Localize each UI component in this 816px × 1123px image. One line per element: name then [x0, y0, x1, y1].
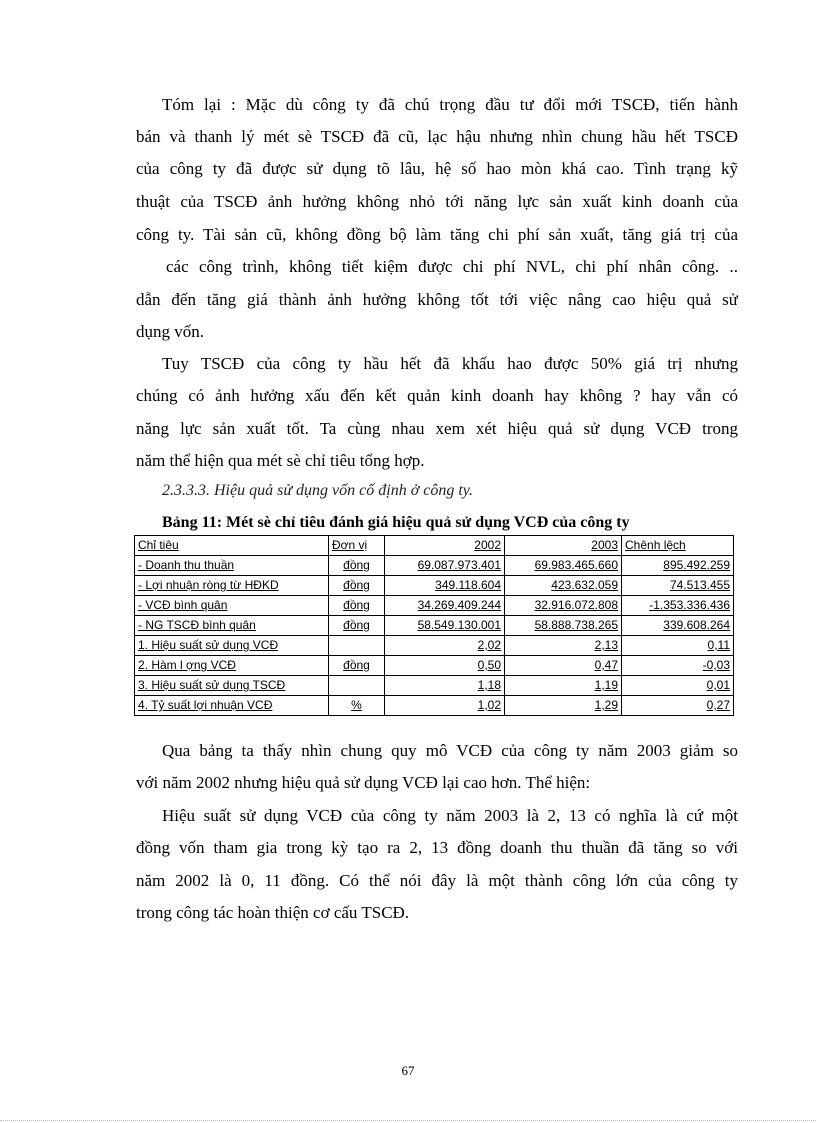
table-cell: 58.888.738.265: [505, 616, 622, 636]
table-cell: 1,29: [505, 696, 622, 716]
text-line: Tóm lại : Mặc dù công ty đã chú trọng đầu tư đổi mới TSCĐ, tiến hành: [162, 95, 738, 114]
text-line: dụng vốn.: [136, 322, 204, 341]
table-cell: 0,01: [622, 676, 734, 696]
text-line: Qua bảng ta thấy nhìn chung quy mô VCĐ của công ty năm 2003 giảm so: [162, 741, 738, 760]
table-row: [135, 596, 734, 616]
page-bottom-divider: [0, 1120, 816, 1121]
table-cell: 2,02: [385, 636, 505, 656]
text-line: các công trình, không tiết kiệm được chi phí NVL, chi phí nhân công. ..: [166, 257, 738, 276]
text-line: dẫn đến tăng giá thành ảnh hưởng không tốt tới việc nâng cao hiệu quả sử: [136, 290, 738, 309]
table-cell: 4. Tỷ suất lợi nhuận VCĐ: [135, 696, 329, 716]
table-cell: 0,50: [385, 656, 505, 676]
text-line: bán và thanh lý mét sè TSCĐ đã cũ, lạc hậu nhưng nhìn chung hầu hết TSCĐ: [136, 127, 738, 146]
table-cell: 1,19: [505, 676, 622, 696]
text-line: với năm 2002 nhưng hiệu quả sử dụng VCĐ lại cao hơn. Thể hiện:: [136, 773, 591, 792]
table-cell: 74.513.455: [622, 576, 734, 596]
table-cell: 3. Hiệu suất sử dụng TSCĐ: [135, 676, 329, 696]
table-cell: 0,27: [622, 696, 734, 716]
table-cell: %: [329, 696, 385, 716]
table-cell: 895.492.259: [622, 556, 734, 576]
table-cell: 0,47: [505, 656, 622, 676]
table-cell: -1.353.336.436: [622, 596, 734, 616]
table-cell: 349.118.604: [385, 576, 505, 596]
table-header-row: [135, 536, 734, 556]
table-cell: đồng: [329, 556, 385, 576]
table-cell: [329, 636, 385, 656]
table-cell: -0,03: [622, 656, 734, 676]
text-line: năng lực sản xuất tốt. Ta cùng nhau xem xét hiệu quả sử dụng VCĐ trong: [136, 419, 738, 438]
table-cell: 2,13: [505, 636, 622, 656]
table-cell: 1. Hiệu suất sử dụng VCĐ: [135, 636, 329, 656]
text-line: Tuy TSCĐ của công ty hầu hết đã khấu hao được 50% giá trị nhưng: [162, 354, 738, 373]
text-line: năm 2002 là 0, 11 đồng. Có thể nói đây là một thành công lớn của công ty: [136, 871, 738, 890]
table-cell: 1,18: [385, 676, 505, 696]
table-header-cell: Đơn vị: [329, 536, 385, 556]
table-cell: 69.983.465.660: [505, 556, 622, 576]
table-cell: - NG TSCĐ bình quân: [135, 616, 329, 636]
table-cell: - Lợi nhuận ròng từ HĐKD: [135, 576, 329, 596]
table-cell: 58.549.130.001: [385, 616, 505, 636]
text-line: thuật của TSCĐ ảnh hưởng không nhỏ tới năng lực sản xuất kinh doanh của: [136, 192, 738, 211]
table-cell: - VCĐ bình quân: [135, 596, 329, 616]
table-cell: đồng: [329, 576, 385, 596]
table-title: Bảng 11: Mét sè chỉ tiêu đánh giá hiệu quả sử dụng VCĐ của công ty: [162, 514, 630, 531]
text-line: công ty. Tài sản cũ, không đồng bộ làm tăng chi phí sản xuất, tăng giá trị của: [136, 225, 738, 244]
text-line: Hiệu suất sử dụng VCĐ của công ty năm 2003 là 2, 13 có nghĩa là cứ một: [162, 806, 738, 825]
table-cell: 1,02: [385, 696, 505, 716]
table-cell: - Doanh thu thuần: [135, 556, 329, 576]
table-row: [135, 696, 734, 716]
table-cell: 339.608.264: [622, 616, 734, 636]
table-cell: đồng: [329, 616, 385, 636]
table-row: [135, 556, 734, 576]
table-cell: 2. Hàm l ợng VCĐ: [135, 656, 329, 676]
table-cell: đồng: [329, 656, 385, 676]
table-row: [135, 636, 734, 656]
section-subheading: 2.3.3.3. Hiệu quả sử dụng vốn cố định ở công ty.: [162, 482, 474, 499]
table-cell: 423.632.059: [505, 576, 622, 596]
table-header-cell: Chênh lệch: [622, 536, 734, 556]
text-line: chúng có ảnh hưởng xấu đến kết quản kinh doanh hay không ? hay vẫn có: [136, 386, 738, 405]
text-line: đồng vốn tham gia trong kỳ tạo ra 2, 13 đồng doanh thu thuần đã tăng so với: [136, 838, 738, 857]
text-line: trong công tác hoàn thiện cơ cấu TSCĐ.: [136, 903, 410, 922]
table-cell: [329, 676, 385, 696]
table-cell: 34.269.409.244: [385, 596, 505, 616]
table-cell: 32.916.072.808: [505, 596, 622, 616]
table-cell: 69.087.973.401: [385, 556, 505, 576]
table-row: [135, 656, 734, 676]
table-cell: 0,11: [622, 636, 734, 656]
table-header-cell: Chỉ tiêu: [135, 536, 329, 556]
indicator-table: [134, 535, 734, 716]
table-row: [135, 676, 734, 696]
table-row: [135, 616, 734, 636]
table-cell: đồng: [329, 596, 385, 616]
text-line: năm thể hiện qua mét sè chỉ tiêu tổng hợp.: [136, 451, 425, 470]
text-line: của công ty đã được sử dụng tõ lâu, hệ số hao mòn khá cao. Tình trạng kỹ: [136, 159, 738, 178]
table-row: [135, 576, 734, 596]
table-header-cell: 2003: [505, 536, 622, 556]
page-number: 67: [401, 1063, 415, 1078]
table-header-cell: 2002: [385, 536, 505, 556]
